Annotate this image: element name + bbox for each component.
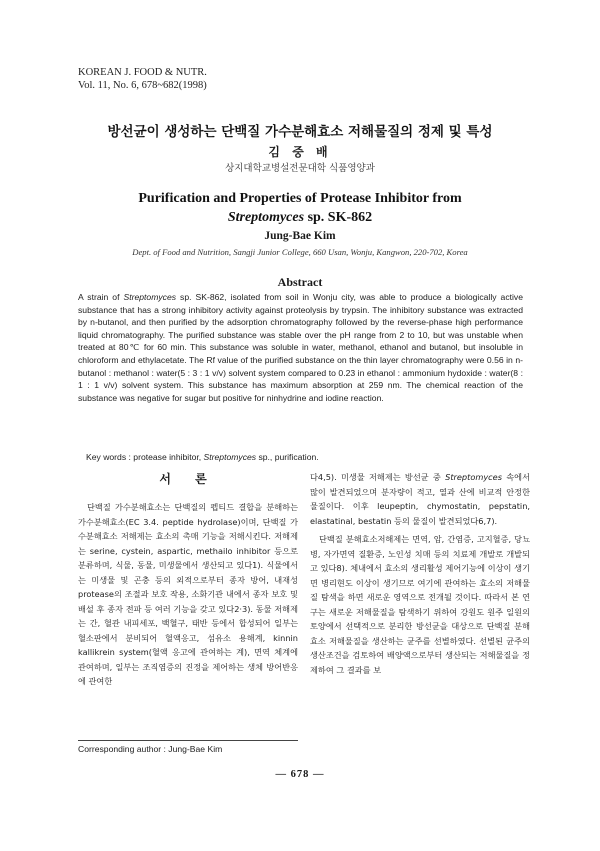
footnote-divider xyxy=(78,740,298,741)
korean-author: 김 중 배 xyxy=(268,145,332,159)
english-title-organism: Streptomyces xyxy=(227,210,305,225)
left-column xyxy=(78,500,298,689)
english-title-line1: Purification and Properties of Protease Inhibitor from xyxy=(138,191,462,206)
abstract-body xyxy=(78,291,523,404)
abstract-organism: Streptomyces xyxy=(123,292,177,302)
keywords-label: Key words : xyxy=(86,452,134,462)
journal-volume: Vol. 11, No. 6, 678~682(1998) xyxy=(78,80,207,91)
english-title-strain: sp. SK-862 xyxy=(307,210,373,225)
right-p1-pre: 다4,5). 미생물 저해제는 방선균 중 xyxy=(310,472,446,482)
right-p1-post: 속에서 많이 발견되었으며 분자량이 적고, 열과 산에 비교적 안정한 물질이다. 이후 leupeptin, chymostatin, pepstatin, elastatinal, bestatin 등의 물질이 발견되었다6,7). xyxy=(310,472,530,526)
journal-citation xyxy=(78,66,207,92)
right-column xyxy=(310,470,530,677)
english-title-line2 xyxy=(0,208,600,227)
page-number-text: — 678 — xyxy=(275,769,325,780)
section-heading-introduction: 서 론 xyxy=(159,472,217,486)
abstract-text: sp. SK-862, isolated from soil in Wonju city, was able to produce a biologically active substance that has a strong inhibitory activity against proteolysis by trypsin. The inhibitory substance was extracted by n-butanol, and then purified by the adsorption chromatography followed by the reverse-phase high performance liquid chromatography. The purified substance was stable over the pH range from 2 to 10, but was unstable when treated at 80℃ for 60 min. This substance was soluble in water, methanol, ethanol and butanol, but insoluble in chloroform and ethylacetate. The Rf value of the purified substance on the thin layer chromatography were 0.56 in n-butanol : methanol : water(5 : 3 : 1 v/v) solvent system compared to 0.23 in ethanol : ammonium hydoxide : water(8 : 1 : 1 v/v) solvent system. This substance has maximum absorption at 259 nm. The chemical reaction of the substance was negative for sugar but positive for ninhydrine and iodine reaction. xyxy=(78,292,523,403)
right-paragraph-2: 단백질 분해효소저해제는 면역, 암, 간염증, 고지혈증, 당뇨병, 자가면역 질환증, 노인성 치매 등의 치료제 개발로 개발되고 있다8). 체내에서 효소의 생리활성 제어기능에 이상이 생기면 병리현도 이상이 생기므로 여기에 관여하는 효소의 저해물질 탐색을 하면 새로운 영역으로 전개될 것이다. 따라서 본 연구는 새로운 저해물질을 탐색하기 위하여 강원도 원주 일원의 토양에서 선택적으로 분리한 방선균을 대상으로 단백질 분해효소 저해물질을 생산하는 균주를 선별하였다. 선별된 균주의 생산조건을 검토하여 배양액으로부터 생산되는 저해물질을 정제하여 그 결과를 보 xyxy=(310,534,530,675)
korean-title: 방선균이 생성하는 단백질 가수분해효소 저해물질의 정제 및 특성 xyxy=(107,124,493,140)
english-title xyxy=(0,189,600,227)
left-paragraph: 단백질 가수분해효소는 단백질의 펩티드 결합을 분해하는 가수분해효소(EC 3.4. peptide hydrolase)이며, 단백질 가수분해효소 저해제는 효소의 촉매 기능을 저해시킨다. 저해제는 serine, cystein, aspartic, methailo inhibitor 등으로 분류하며, 식물, 동물, 미생물에서 생산되고 있다1). 식물에서는 미생물 및 곤충 등의 외적으로부터 종자 방어, 내재성 protease의 조절과 보호 작용, 소화기관 내에서 종자 보호 및 배설 후 종자 전파 등 여러 기능을 갖고 있다2·3). 동물 저해제는 간, 혈관 내피세포, 백혈구, 태반 등에서 합성되어 일부는 혈소판에서 분비되어 혈액응고, 섬유소 용해계, kinnin kallikrein system(혈액 응고에 관여하는 계), 면역 체계에 관여하며, 일부는 조직염증의 진정을 제어하는 생체 방어반응에 관여한 xyxy=(78,502,298,686)
keywords-pre: protease inhibitor, xyxy=(133,452,204,462)
keywords-post: sp., purification. xyxy=(256,452,319,462)
english-affiliation: Dept. of Food and Nutrition, Sangji Junior College, 660 Usan, Wonju, Kangwon, 220-702, Korea xyxy=(132,247,468,257)
page-number xyxy=(0,769,600,780)
right-paragraph-1 xyxy=(310,470,530,528)
abstract-lead: A strain of xyxy=(78,292,124,302)
abstract-paragraph xyxy=(78,291,523,404)
keywords-organism: Streptomyces xyxy=(203,452,257,462)
journal-name: KOREAN J. FOOD & NUTR. xyxy=(78,67,207,78)
korean-affiliation: 상지대학교병설전문대학 식품영양과 xyxy=(225,163,375,174)
abstract-heading: Abstract xyxy=(277,275,323,289)
keywords xyxy=(86,451,526,463)
corresponding-author-note: Corresponding author : Jung-Bae Kim xyxy=(78,744,223,754)
right-p1-organism: Streptomyces xyxy=(445,472,502,482)
english-author: Jung-Bae Kim xyxy=(264,230,336,242)
